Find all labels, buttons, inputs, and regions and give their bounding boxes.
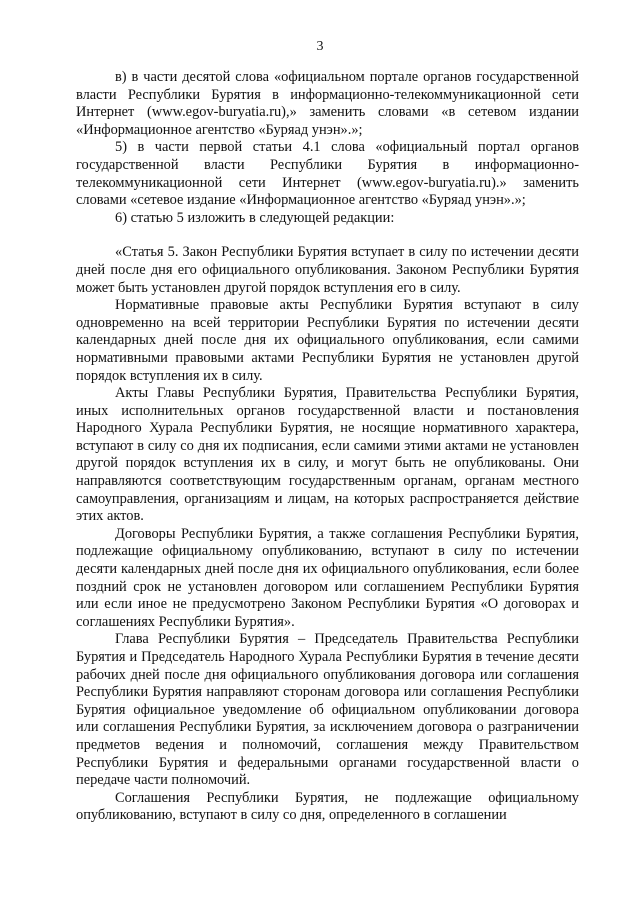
paragraph-non-normative-acts: Акты Главы Республики Бурятия, Правительства Республики Бурятия, иных исполнительных органов государственной власти и постановления Народного Хурала Республики Бурятия, не носящие нормативного характера, вступают в силу со дня их подписания, если самими этими актами не установлен другой порядок вступления их в силу, и могут быть не опубликованы. Они направляются соответствующим государственным органам, органам местного самоуправления, организациям и лицам, на которых распространяется действие этих актов. [76, 385, 579, 525]
document-body [76, 69, 579, 825]
paragraph-amendment-v: в) в части десятой слова «официальном портале органов государственной власти Республики Бурятия в информационно-телекоммуникационной сети Интернет (www.egov-buryatia.ru),» заменить словами «в сетевом издании «Информационное агентство «Буряад унэн».»; [76, 69, 579, 138]
paragraph-amendment-5: 5) в части первой статьи 4.1 слова «официальный портал органов государственной власти Республики Бурятия в информационно-телекоммуникационной сети Интернет (www.egov-buryatia.ru).» заменить словами «сетевое издание «Информационное агентство «Буряад унэн».»; [76, 139, 579, 209]
paragraph-normative-acts: Нормативные правовые акты Республики Бурятия вступают в силу одновременно на всей территории Республики Бурятия по истечении десяти календарных дней после дня их официального опубликования, если самими нормативными правовыми актами Республики Бурятия не установлен другой порядок вступления их в силу. [76, 297, 579, 384]
paragraph-notification: Глава Республики Бурятия – Председатель Правительства Республики Бурятия и Председатель Народного Хурала Республики Бурятия в течение десяти рабочих дней после дня официального опубликования договора или соглашения Республики Бурятия направляют сторонам договора или соглашения Республики Бурятия официальное уведомление об официальном опубликовании договора или соглашения Республики Бурятия, за исключением договора о разграничении предметов ведения и полномочий, соглашения между Правительством Республики Бурятия и федеральными органами государственной власти о передаче части полномочий. [76, 631, 579, 789]
paragraph-amendment-6: 6) статью 5 изложить в следующей редакции: [115, 209, 395, 226]
paragraph-treaties: Договоры Республики Бурятия, а также соглашения Республики Бурятия, подлежащие официальному опубликованию, вступают в силу по истечении десяти календарных дней после дня их официального опубликования, если более поздний срок не установлен договором или соглашением Республики Бурятия или если иное не предусмотрено Законом Республики Бурятия «О договорах и соглашениях Республики Бурятия». [76, 525, 579, 630]
page-number: 3 [316, 39, 324, 54]
paragraph-unpublished-agreements: Соглашения Республики Бурятия, не подлежащие официальному опубликованию, вступают в силу со дня, определенного в соглашении [76, 789, 579, 824]
paragraph-article-5: «Статья 5. Закон Республики Бурятия вступает в силу по истечении десяти дней после дня его официального опубликования. Законом Республики Бурятия может быть установлен другой порядок вступления его в силу. [76, 244, 579, 296]
